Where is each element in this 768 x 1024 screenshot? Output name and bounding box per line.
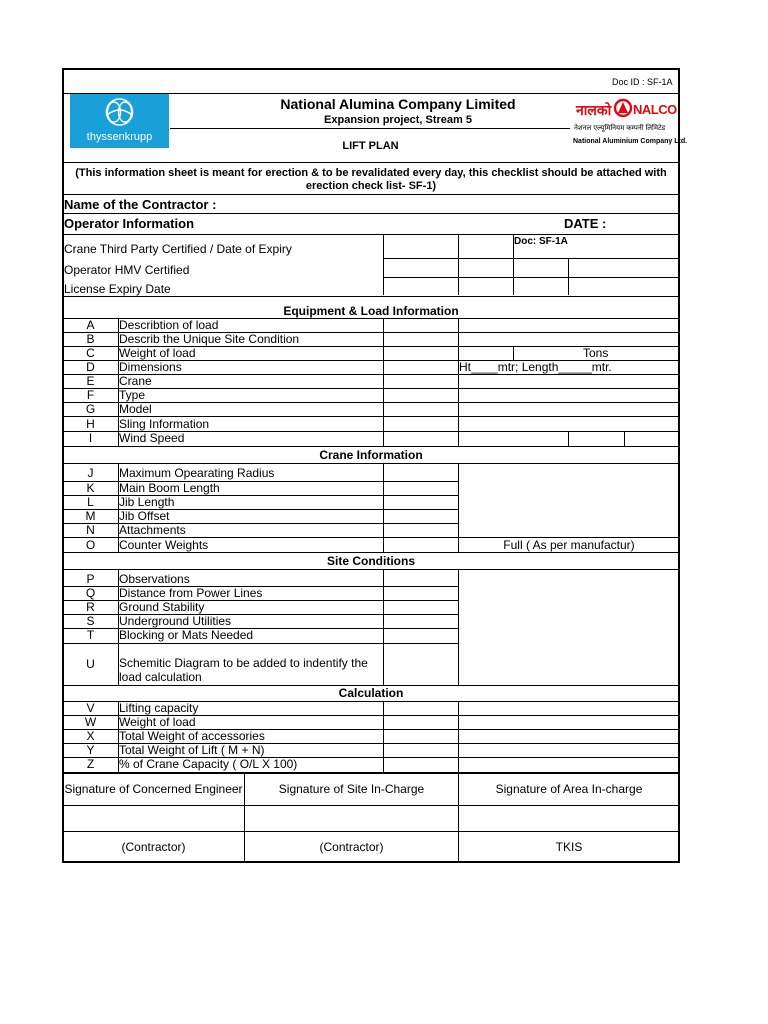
- rule: [63, 569, 679, 570]
- row-label: Schemitic Diagram to be added to indentify the: [119, 656, 368, 670]
- row-label: Blocking or Mats Needed: [119, 628, 254, 642]
- rule: [63, 388, 679, 389]
- rule: [63, 296, 679, 297]
- row-code: M: [85, 509, 96, 523]
- row-code: X: [86, 729, 95, 743]
- rule: [568, 431, 569, 446]
- rule: [63, 194, 679, 195]
- row-code: T: [86, 628, 95, 642]
- rule: [383, 701, 384, 772]
- rule: [383, 318, 384, 446]
- weight-unit: Tons: [583, 346, 609, 360]
- rule: [63, 552, 679, 553]
- nalco-wordmark: NALCO: [633, 102, 677, 117]
- row-code: D: [86, 360, 95, 374]
- nalco-logo: [570, 96, 688, 152]
- company-name: National Alumina Company Limited: [280, 96, 516, 112]
- row-label: Observations: [119, 572, 190, 586]
- rule: [63, 213, 679, 214]
- row-code: Q: [85, 586, 96, 600]
- row-label: load calculation: [119, 670, 202, 684]
- rule: [383, 235, 384, 295]
- crane-certified-label: Crane Third Party Certified / Date of Expiry: [64, 242, 292, 256]
- row-code: G: [85, 402, 96, 416]
- rule: [513, 235, 514, 295]
- row-code: P: [86, 572, 95, 586]
- row-label: Lifting capacity: [119, 701, 199, 715]
- form-title: LIFT PLAN: [342, 140, 399, 152]
- row-label: Describ the Unique Site Condition: [119, 332, 300, 346]
- engineer-signature-label: Signature of Concerned Engineer: [64, 782, 243, 796]
- engineer-party: (Contractor): [121, 840, 186, 854]
- nalco-subtitle: National Aluminium Company Ltd.: [573, 138, 688, 145]
- row-label: Crane: [119, 374, 152, 388]
- rule: [458, 318, 459, 446]
- rule: [63, 805, 679, 806]
- calculation-heading: Calculation: [338, 686, 404, 700]
- row-label: Wind Speed: [119, 431, 185, 445]
- row-label: Maximum Opearating Radius: [119, 466, 275, 480]
- row-label: Ground Stability: [119, 600, 205, 614]
- row-label: Dimensions: [119, 360, 182, 374]
- row-label: Distance from Power Lines: [119, 586, 263, 600]
- row-label: Type: [119, 388, 146, 402]
- row-code: I: [88, 431, 93, 445]
- operator-hmv-label: Operator HMV Certified: [64, 263, 190, 277]
- rule: [170, 128, 570, 129]
- rule: [383, 277, 679, 278]
- row-label: Weight of load: [119, 346, 196, 360]
- row-code: R: [86, 600, 95, 614]
- thyssenkrupp-wordmark: thyssenkrupp: [86, 131, 153, 143]
- row-label: Model: [119, 402, 152, 416]
- rule: [63, 162, 679, 163]
- row-label: Counter Weights: [119, 538, 209, 552]
- row-code: K: [86, 481, 95, 495]
- thyssenkrupp-logo: [70, 94, 169, 148]
- operator-info-label: Operator Information: [64, 216, 195, 231]
- nalco-devanagari-subtitle: नेशनल एल्यूमिनियम कम्पनी लिमिटेड: [574, 125, 666, 132]
- row-label: Jib Offset: [119, 509, 170, 523]
- row-label: Total Weight of accessories: [119, 729, 265, 743]
- rule: [63, 831, 679, 832]
- crane-heading: Crane Information: [319, 448, 423, 462]
- row-code: N: [86, 523, 95, 537]
- row-code: A: [86, 318, 95, 332]
- row-label: % of Crane Capacity ( O/L X 100): [119, 757, 298, 771]
- row-label: Underground Utilities: [119, 614, 232, 628]
- row-code: J: [87, 466, 94, 480]
- rule: [63, 446, 679, 447]
- site-incharge-signature-label: Signature of Site In-Charge: [278, 782, 425, 796]
- doc-id: Doc ID : SF-1A: [612, 77, 673, 87]
- rule: [63, 374, 679, 375]
- doc-reference: Doc: SF-1A: [514, 236, 568, 247]
- dimensions-template: Ht____mtr; Length_____mtr.: [459, 360, 612, 374]
- row-code: U: [86, 657, 95, 671]
- rule: [458, 701, 459, 772]
- rule: [624, 431, 625, 446]
- row-code: V: [86, 701, 95, 715]
- instruction-note: (This information sheet is meant for erection & to be revalidated every day, this checklist should be attached with erection check list- SF-1): [75, 167, 667, 192]
- row-label: Total Weight of Lift ( M + N): [119, 743, 265, 757]
- thyssenkrupp-emblem-icon: [70, 94, 169, 132]
- row-label: Sling Information: [119, 417, 210, 431]
- license-expiry-label: License Expiry Date: [64, 282, 171, 296]
- rule: [513, 346, 514, 360]
- nalco-emblem-icon: [613, 98, 633, 118]
- row-code: Z: [86, 757, 95, 771]
- row-code: E: [86, 374, 95, 388]
- row-label: Main Boom Length: [119, 481, 220, 495]
- rule: [63, 772, 679, 774]
- project-name: Expansion project, Stream 5: [324, 114, 472, 126]
- counter-weight-note: Full ( As per manufactur): [503, 538, 635, 552]
- site-heading: Site Conditions: [327, 554, 415, 568]
- row-label: Attachments: [119, 523, 186, 537]
- rule: [63, 643, 459, 644]
- date-label: DATE :: [564, 216, 607, 231]
- row-code: C: [86, 346, 95, 360]
- rule: [383, 258, 679, 259]
- row-code: H: [86, 417, 95, 431]
- row-label: Jib Length: [119, 495, 175, 509]
- row-code: S: [86, 614, 95, 628]
- rule: [383, 463, 384, 553]
- contractor-name-label: Name of the Contractor :: [64, 197, 217, 212]
- rule: [63, 463, 679, 464]
- area-incharge-signature-label: Signature of Area In-charge: [495, 782, 643, 796]
- site-incharge-party: (Contractor): [319, 840, 384, 854]
- row-code: W: [84, 715, 97, 729]
- rule: [63, 402, 679, 403]
- equipment-heading: Equipment & Load Information: [283, 304, 459, 318]
- nalco-devanagari: नालको: [576, 102, 612, 118]
- row-label: Describtion of load: [119, 318, 219, 332]
- row-code: L: [87, 495, 94, 509]
- row-code: Y: [86, 743, 95, 757]
- rule: [458, 235, 459, 295]
- row-code: F: [86, 388, 95, 402]
- rule: [63, 234, 679, 235]
- row-code: B: [86, 332, 95, 346]
- row-code: O: [85, 538, 96, 552]
- row-label: Weight of load: [119, 715, 196, 729]
- area-incharge-party: TKIS: [555, 840, 583, 854]
